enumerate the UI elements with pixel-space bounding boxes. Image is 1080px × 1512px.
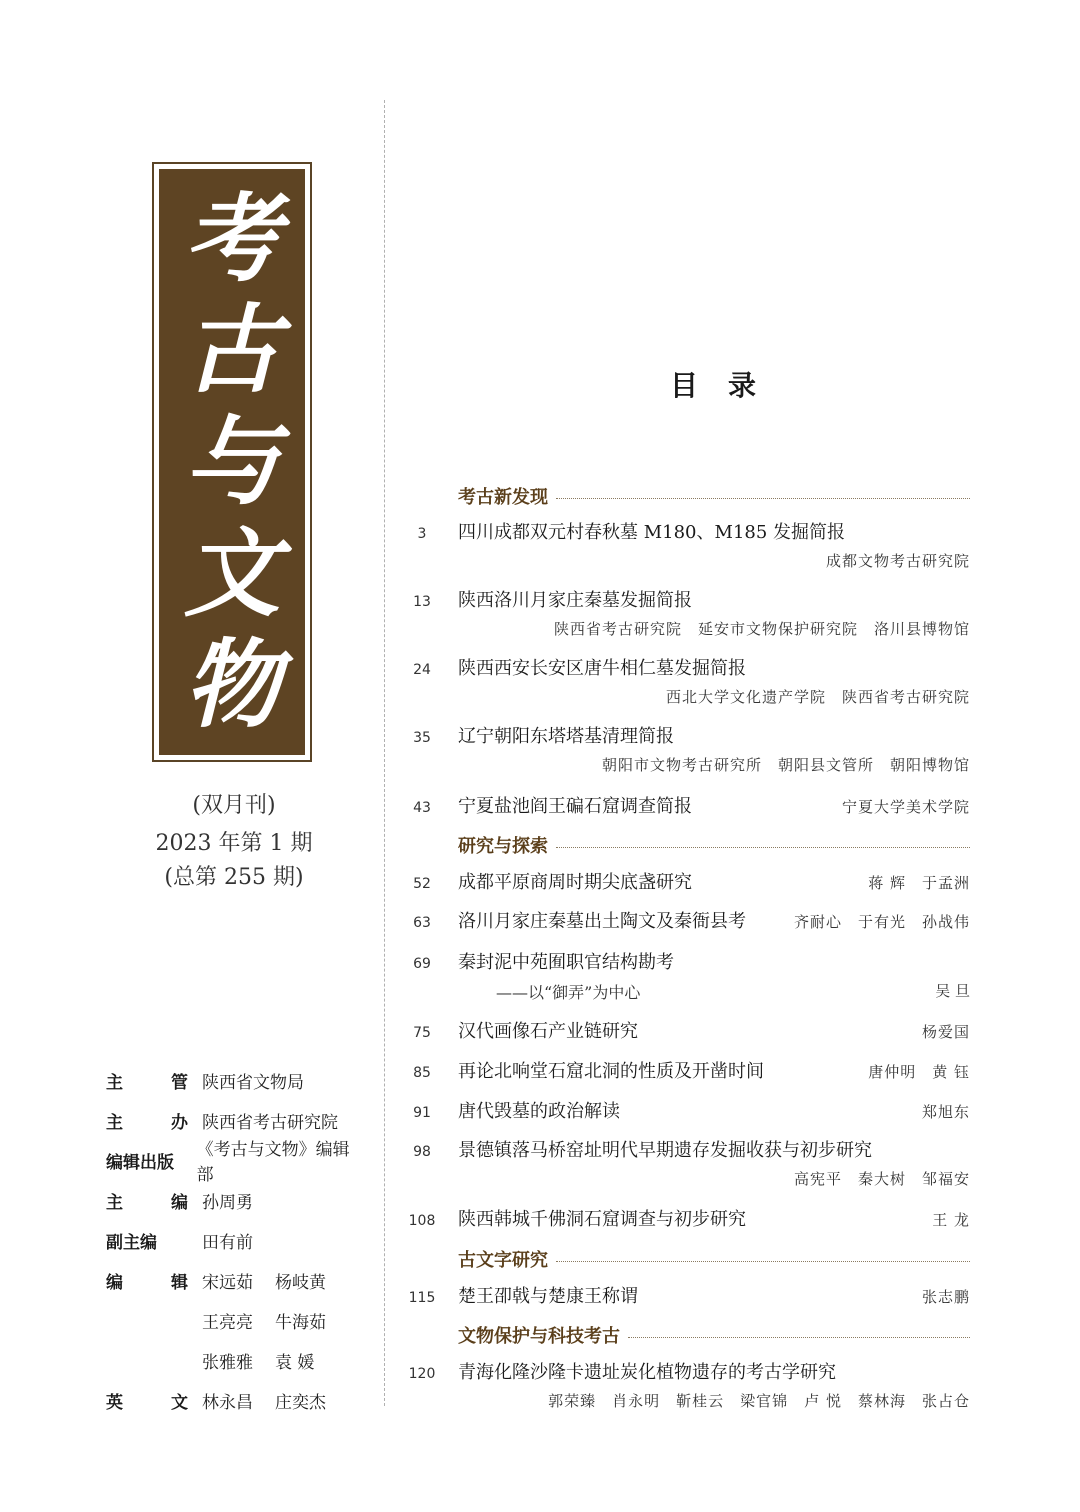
masthead-label-part: 编辑出版 bbox=[106, 1152, 174, 1173]
masthead-label-part: 副主编 bbox=[106, 1232, 157, 1253]
section-name: 文物保护与科技考古 bbox=[458, 1326, 620, 1347]
article-title: 青海化隆沙隆卡遗址炭化植物遗存的考古学研究 bbox=[458, 1362, 836, 1383]
masthead-name: 田有前 bbox=[202, 1232, 253, 1253]
toc-section-heading bbox=[458, 483, 970, 509]
logo-character: 文 bbox=[184, 516, 280, 630]
author-name: 朝阳博物馆 bbox=[889, 756, 970, 774]
masthead-label-part: 办 bbox=[171, 1112, 188, 1133]
masthead-name: 袁 媛 bbox=[275, 1352, 315, 1373]
article-title: 再论北响堂石窟北洞的性质及开凿时间 bbox=[458, 1061, 764, 1082]
author-name: 杨爱国 bbox=[921, 1023, 970, 1041]
author-name: 孙战伟 bbox=[921, 913, 970, 931]
article-subtitle: ——以“御弄”为中心 bbox=[496, 983, 641, 1002]
page-number: 69 bbox=[413, 956, 431, 972]
article-title: 成都平原商周时期尖底盏研究 bbox=[458, 872, 692, 893]
issue-total: (总第 255 期) bbox=[164, 865, 304, 890]
toc-entry bbox=[396, 1358, 970, 1411]
masthead-row bbox=[106, 1260, 376, 1300]
masthead-row bbox=[106, 1300, 376, 1340]
section-name: 考古新发现 bbox=[458, 487, 548, 508]
masthead-value bbox=[202, 1108, 360, 1133]
masthead-row bbox=[106, 1140, 376, 1185]
masthead-value bbox=[197, 1135, 376, 1185]
masthead-label bbox=[106, 1188, 188, 1213]
toc-entry bbox=[396, 792, 970, 818]
masthead-value bbox=[202, 1268, 348, 1293]
section-dotted-rule bbox=[628, 1337, 970, 1338]
toc-entry-line bbox=[396, 518, 970, 544]
masthead-value bbox=[202, 1348, 336, 1373]
masthead bbox=[106, 1060, 376, 1420]
author-name: 靳桂云 bbox=[676, 1392, 725, 1410]
masthead-label bbox=[106, 1228, 188, 1253]
article-authors bbox=[396, 618, 970, 639]
page-number: 120 bbox=[408, 1366, 436, 1382]
article-title: 宁夏盐池阎王碥石窟调查简报 bbox=[458, 796, 692, 817]
masthead-row bbox=[106, 1380, 376, 1420]
toc-entry-line bbox=[396, 1205, 970, 1231]
masthead-value bbox=[202, 1308, 348, 1333]
author-name: 成都文物考古研究院 bbox=[825, 552, 970, 570]
section-name: 古文字研究 bbox=[458, 1250, 548, 1271]
masthead-value bbox=[202, 1388, 348, 1413]
toc-entry-line bbox=[396, 868, 970, 894]
masthead-label bbox=[106, 1148, 183, 1173]
author-name: 陕西省考古研究院 bbox=[553, 620, 682, 638]
toc-entry-line bbox=[396, 1358, 970, 1384]
issue-frequency: (双月刊) bbox=[192, 793, 276, 818]
article-authors bbox=[826, 796, 970, 817]
masthead-name: 陕西省考古研究院 bbox=[202, 1112, 338, 1133]
masthead-label-part: 辑 bbox=[171, 1272, 188, 1293]
author-name: 秦大树 bbox=[857, 1170, 906, 1188]
page-number: 85 bbox=[413, 1065, 431, 1081]
toc-entry bbox=[396, 948, 970, 1003]
toc-section-heading bbox=[458, 832, 970, 858]
toc-entry bbox=[396, 1282, 970, 1308]
masthead-row bbox=[106, 1180, 376, 1220]
toc-entry bbox=[396, 1057, 970, 1083]
article-title: 楚王卲戟与楚康王称谓 bbox=[458, 1286, 638, 1307]
page-number: 63 bbox=[413, 915, 431, 931]
article-title: 洛川月家庄秦墓出土陶文及秦衙县考 bbox=[458, 911, 746, 932]
toc-entry-line bbox=[396, 948, 970, 974]
article-authors: 吴 旦 bbox=[935, 982, 970, 1000]
masthead-name: 林永昌 bbox=[202, 1392, 253, 1413]
toc-entry bbox=[396, 868, 970, 894]
toc-entry-line bbox=[396, 654, 970, 680]
masthead-label-part: 编 bbox=[106, 1272, 123, 1293]
article-title: 辽宁朝阳东塔塔基清理简报 bbox=[458, 726, 674, 747]
issue-number: 2023 年第 1 期 bbox=[155, 831, 313, 856]
masthead-name: 张雅雅 bbox=[202, 1352, 253, 1373]
toc-entry bbox=[396, 1017, 970, 1043]
toc-entry-line bbox=[396, 1017, 970, 1043]
masthead-label-part: 英 bbox=[106, 1392, 123, 1413]
author-name: 宁夏大学美术学院 bbox=[841, 798, 970, 816]
author-name: 蒋 辉 bbox=[868, 874, 906, 892]
article-title: 四川成都双元村春秋墓 M180、M185 发掘简报 bbox=[458, 522, 846, 543]
masthead-label bbox=[106, 1388, 188, 1413]
toc-entry bbox=[396, 1097, 970, 1123]
logo-character: 与 bbox=[184, 404, 280, 518]
toc-entry-line bbox=[396, 907, 970, 933]
author-name: 郑旭东 bbox=[921, 1103, 970, 1121]
toc-entry-line bbox=[396, 722, 970, 748]
article-authors bbox=[906, 1021, 970, 1042]
toc-entry bbox=[396, 518, 970, 571]
article-title: 唐代毁墓的政治解读 bbox=[458, 1101, 620, 1122]
toc-section-heading bbox=[458, 1322, 970, 1348]
article-authors bbox=[778, 911, 970, 932]
author-name: 梁官锦 bbox=[740, 1392, 789, 1410]
section-dotted-rule bbox=[556, 1261, 970, 1262]
author-name: 齐耐心 bbox=[793, 913, 842, 931]
masthead-label-part: 主 bbox=[106, 1072, 123, 1093]
section-dotted-rule bbox=[556, 847, 970, 848]
article-authors bbox=[906, 1101, 970, 1122]
toc-entry bbox=[396, 654, 970, 707]
author-name: 王 龙 bbox=[932, 1211, 970, 1229]
article-title: 陕西西安长安区唐牛相仁墓发掘简报 bbox=[458, 658, 746, 679]
masthead-row bbox=[106, 1220, 376, 1260]
article-title: 景德镇落马桥窑址明代早期遗存发掘收获与初步研究 bbox=[458, 1140, 872, 1161]
author-name: 西北大学文化遗产学院 bbox=[665, 688, 826, 706]
author-name: 高宪平 bbox=[793, 1170, 842, 1188]
author-name: 张占仓 bbox=[921, 1392, 970, 1410]
toc-title: 目录 bbox=[670, 369, 787, 402]
page-number: 3 bbox=[417, 526, 427, 542]
masthead-label-part: 主 bbox=[106, 1112, 123, 1133]
author-name: 卢 悦 bbox=[804, 1392, 842, 1410]
author-name: 朝阳市文物考古研究所 bbox=[601, 756, 762, 774]
masthead-name: 宋远茹 bbox=[202, 1272, 253, 1293]
masthead-row bbox=[106, 1340, 376, 1380]
logo-character: 古 bbox=[184, 293, 280, 407]
author-name: 洛川县博物馆 bbox=[873, 620, 970, 638]
article-authors bbox=[396, 1390, 970, 1411]
masthead-label bbox=[106, 1068, 188, 1093]
article-subtitle-line bbox=[396, 980, 970, 1003]
article-authors bbox=[906, 1286, 970, 1307]
masthead-name: 牛海茹 bbox=[275, 1312, 326, 1333]
masthead-label-part: 编 bbox=[171, 1192, 188, 1213]
section-name: 研究与探索 bbox=[458, 836, 548, 857]
article-authors bbox=[396, 550, 970, 571]
page-number: 24 bbox=[413, 662, 431, 678]
section-dotted-rule bbox=[556, 498, 970, 499]
logo-character: 物 bbox=[184, 628, 280, 742]
masthead-label-part: 管 bbox=[171, 1072, 188, 1093]
page-number: 35 bbox=[413, 730, 431, 746]
masthead-label bbox=[106, 1268, 188, 1293]
author-name: 于有光 bbox=[857, 913, 906, 931]
article-title: 秦封泥中苑囿职官结构勘考 bbox=[458, 952, 674, 973]
masthead-label-part: 文 bbox=[171, 1392, 188, 1413]
toc-entry-line bbox=[396, 1057, 970, 1083]
page-number: 108 bbox=[408, 1213, 436, 1229]
masthead-name: 陕西省文物局 bbox=[202, 1072, 304, 1093]
author-name: 朝阳县文管所 bbox=[777, 756, 874, 774]
toc-section-heading bbox=[458, 1246, 970, 1272]
author-name: 唐仲明 bbox=[868, 1063, 917, 1081]
article-authors bbox=[396, 754, 970, 775]
author-name: 延安市文物保护研究院 bbox=[697, 620, 858, 638]
author-name: 黄 钰 bbox=[932, 1063, 970, 1081]
article-title: 陕西韩城千佛洞石窟调查与初步研究 bbox=[458, 1209, 746, 1230]
author-name: 邹福安 bbox=[921, 1170, 970, 1188]
toc-entry bbox=[396, 907, 970, 933]
page-number: 13 bbox=[413, 594, 431, 610]
page-number: 75 bbox=[413, 1025, 431, 1041]
masthead-name: 《考古与文物》编辑部 bbox=[196, 1140, 350, 1185]
masthead-value bbox=[202, 1068, 326, 1093]
masthead-label bbox=[106, 1108, 188, 1133]
toc-entry bbox=[396, 1136, 970, 1189]
masthead-row bbox=[106, 1060, 376, 1100]
toc-entry-line bbox=[396, 1097, 970, 1123]
article-authors bbox=[916, 1209, 970, 1230]
masthead-row bbox=[106, 1100, 376, 1140]
author-name: 肖永明 bbox=[612, 1392, 661, 1410]
journal-logo bbox=[152, 162, 312, 762]
toc-entry bbox=[396, 722, 970, 775]
article-authors bbox=[396, 1168, 970, 1189]
article-authors bbox=[396, 686, 970, 707]
article-title: 汉代画像石产业链研究 bbox=[458, 1021, 638, 1042]
toc-entry-line bbox=[396, 586, 970, 612]
page-number: 91 bbox=[413, 1105, 431, 1121]
toc-entry-line bbox=[396, 1282, 970, 1308]
article-title: 陕西洛川月家庄秦墓发掘简报 bbox=[458, 590, 692, 611]
masthead-name: 庄奕杰 bbox=[275, 1392, 326, 1413]
toc-entry bbox=[396, 586, 970, 639]
page-number: 43 bbox=[413, 800, 431, 816]
author-name: 于孟洲 bbox=[921, 874, 970, 892]
author-name: 蔡林海 bbox=[857, 1392, 906, 1410]
masthead-name: 孙周勇 bbox=[202, 1192, 253, 1213]
author-name: 陕西省考古研究院 bbox=[841, 688, 970, 706]
masthead-value bbox=[202, 1228, 275, 1253]
logo-character: 考 bbox=[184, 181, 280, 295]
page-number: 52 bbox=[413, 876, 431, 892]
article-authors bbox=[852, 872, 970, 893]
page-number: 98 bbox=[413, 1144, 431, 1160]
page-number: 115 bbox=[408, 1290, 436, 1306]
toc-entry bbox=[396, 1205, 970, 1231]
masthead-label-part: 主 bbox=[106, 1192, 123, 1213]
masthead-name: 王亮亮 bbox=[202, 1312, 253, 1333]
article-authors bbox=[852, 1061, 970, 1082]
toc-entry-line bbox=[396, 792, 970, 818]
column-divider bbox=[384, 100, 385, 1406]
author-name: 张志鹏 bbox=[921, 1288, 970, 1306]
author-name: 郭荣臻 bbox=[548, 1392, 597, 1410]
masthead-name: 杨岐黄 bbox=[275, 1272, 326, 1293]
toc-entry-line bbox=[396, 1136, 970, 1162]
masthead-value bbox=[202, 1188, 275, 1213]
